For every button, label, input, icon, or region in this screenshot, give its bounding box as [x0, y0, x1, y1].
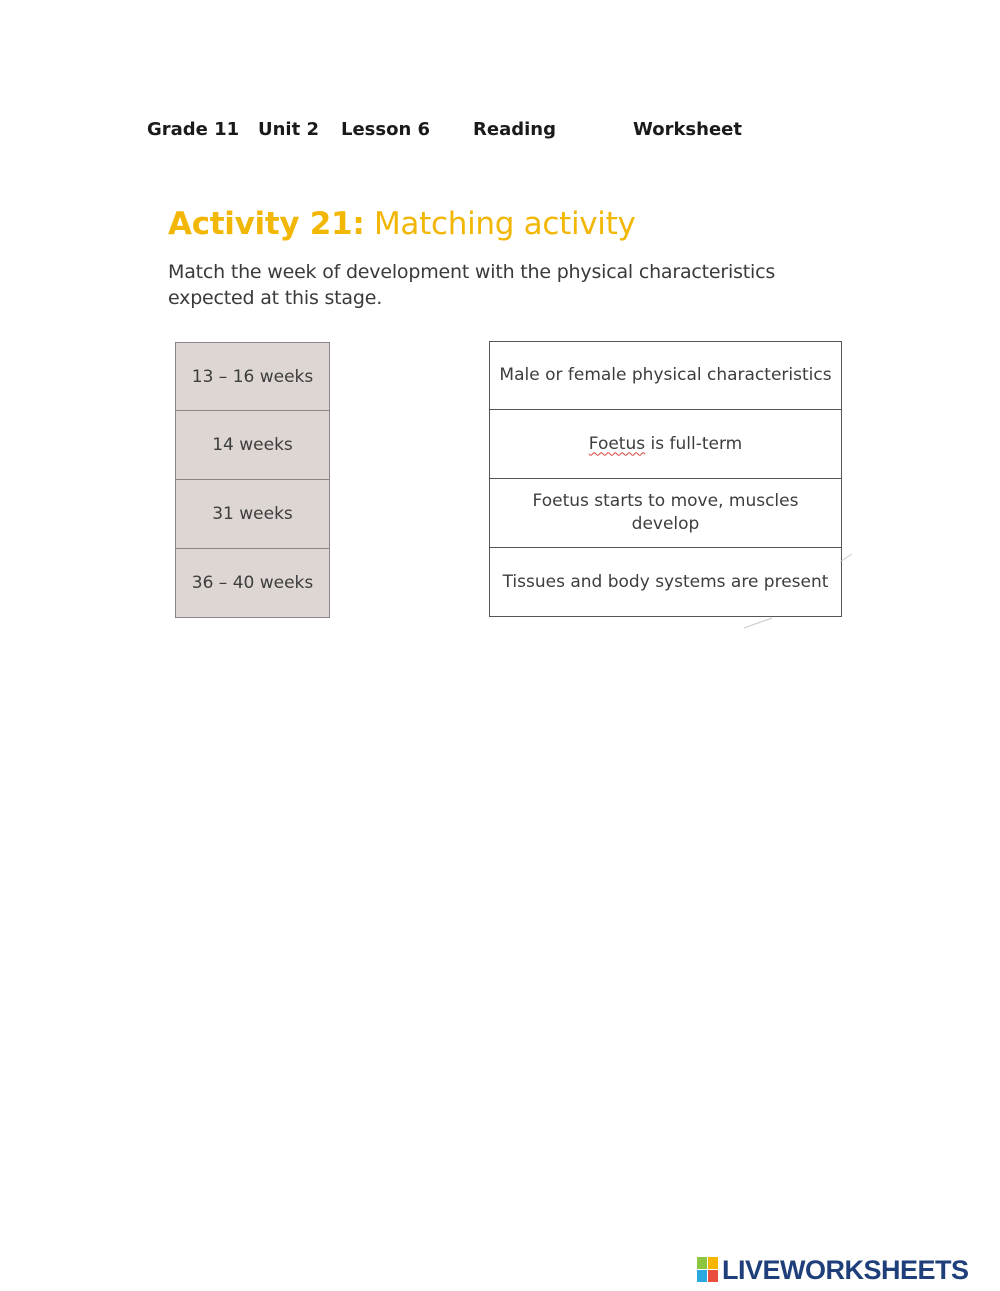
characteristic-cell-3[interactable]: [489, 479, 842, 548]
characteristic-cell-1[interactable]: [489, 341, 842, 410]
characteristic-text-2-rest: is full-term: [645, 433, 743, 454]
liveworksheets-brand: [697, 1255, 969, 1285]
characteristic-cell-2[interactable]: [489, 410, 842, 479]
characteristic-text-3: Foetus starts to move, muscles develop: [532, 491, 799, 534]
stray-line-mark: [742, 552, 862, 632]
weeks-column: [175, 342, 330, 618]
activity-number: Activity 21: [168, 206, 353, 242]
activity-instructions: Match the week of development with the physical characteristics expected at this stage.: [168, 261, 776, 309]
week-cell-1[interactable]: 13 – 16 weeks: [175, 342, 330, 411]
week-cell-3[interactable]: 31 weeks: [175, 480, 330, 549]
header-subject: Reading: [473, 119, 556, 140]
week-cell-4[interactable]: 36 – 40 weeks: [175, 549, 330, 618]
activity-title: [168, 206, 636, 242]
spellcheck-word: Foetus: [588, 433, 646, 454]
header-type: Worksheet: [633, 119, 742, 140]
characteristic-text-1: Male or female physical characteristics: [499, 365, 832, 385]
liveworksheets-logo-icon: [697, 1257, 719, 1283]
activity-separator: :: [352, 206, 365, 242]
week-cell-2[interactable]: 14 weeks: [175, 411, 330, 480]
header-unit: Unit 2: [258, 119, 319, 140]
header-grade: Grade 11: [147, 119, 240, 140]
characteristic-text-2: [589, 433, 742, 456]
activity-title-text: Matching activity: [364, 206, 636, 242]
characteristic-text-4: Tissues and body systems are present: [502, 571, 829, 592]
header-lesson: Lesson 6: [341, 119, 431, 140]
brand-name: LIVEWORKSHEETS: [722, 1254, 969, 1285]
